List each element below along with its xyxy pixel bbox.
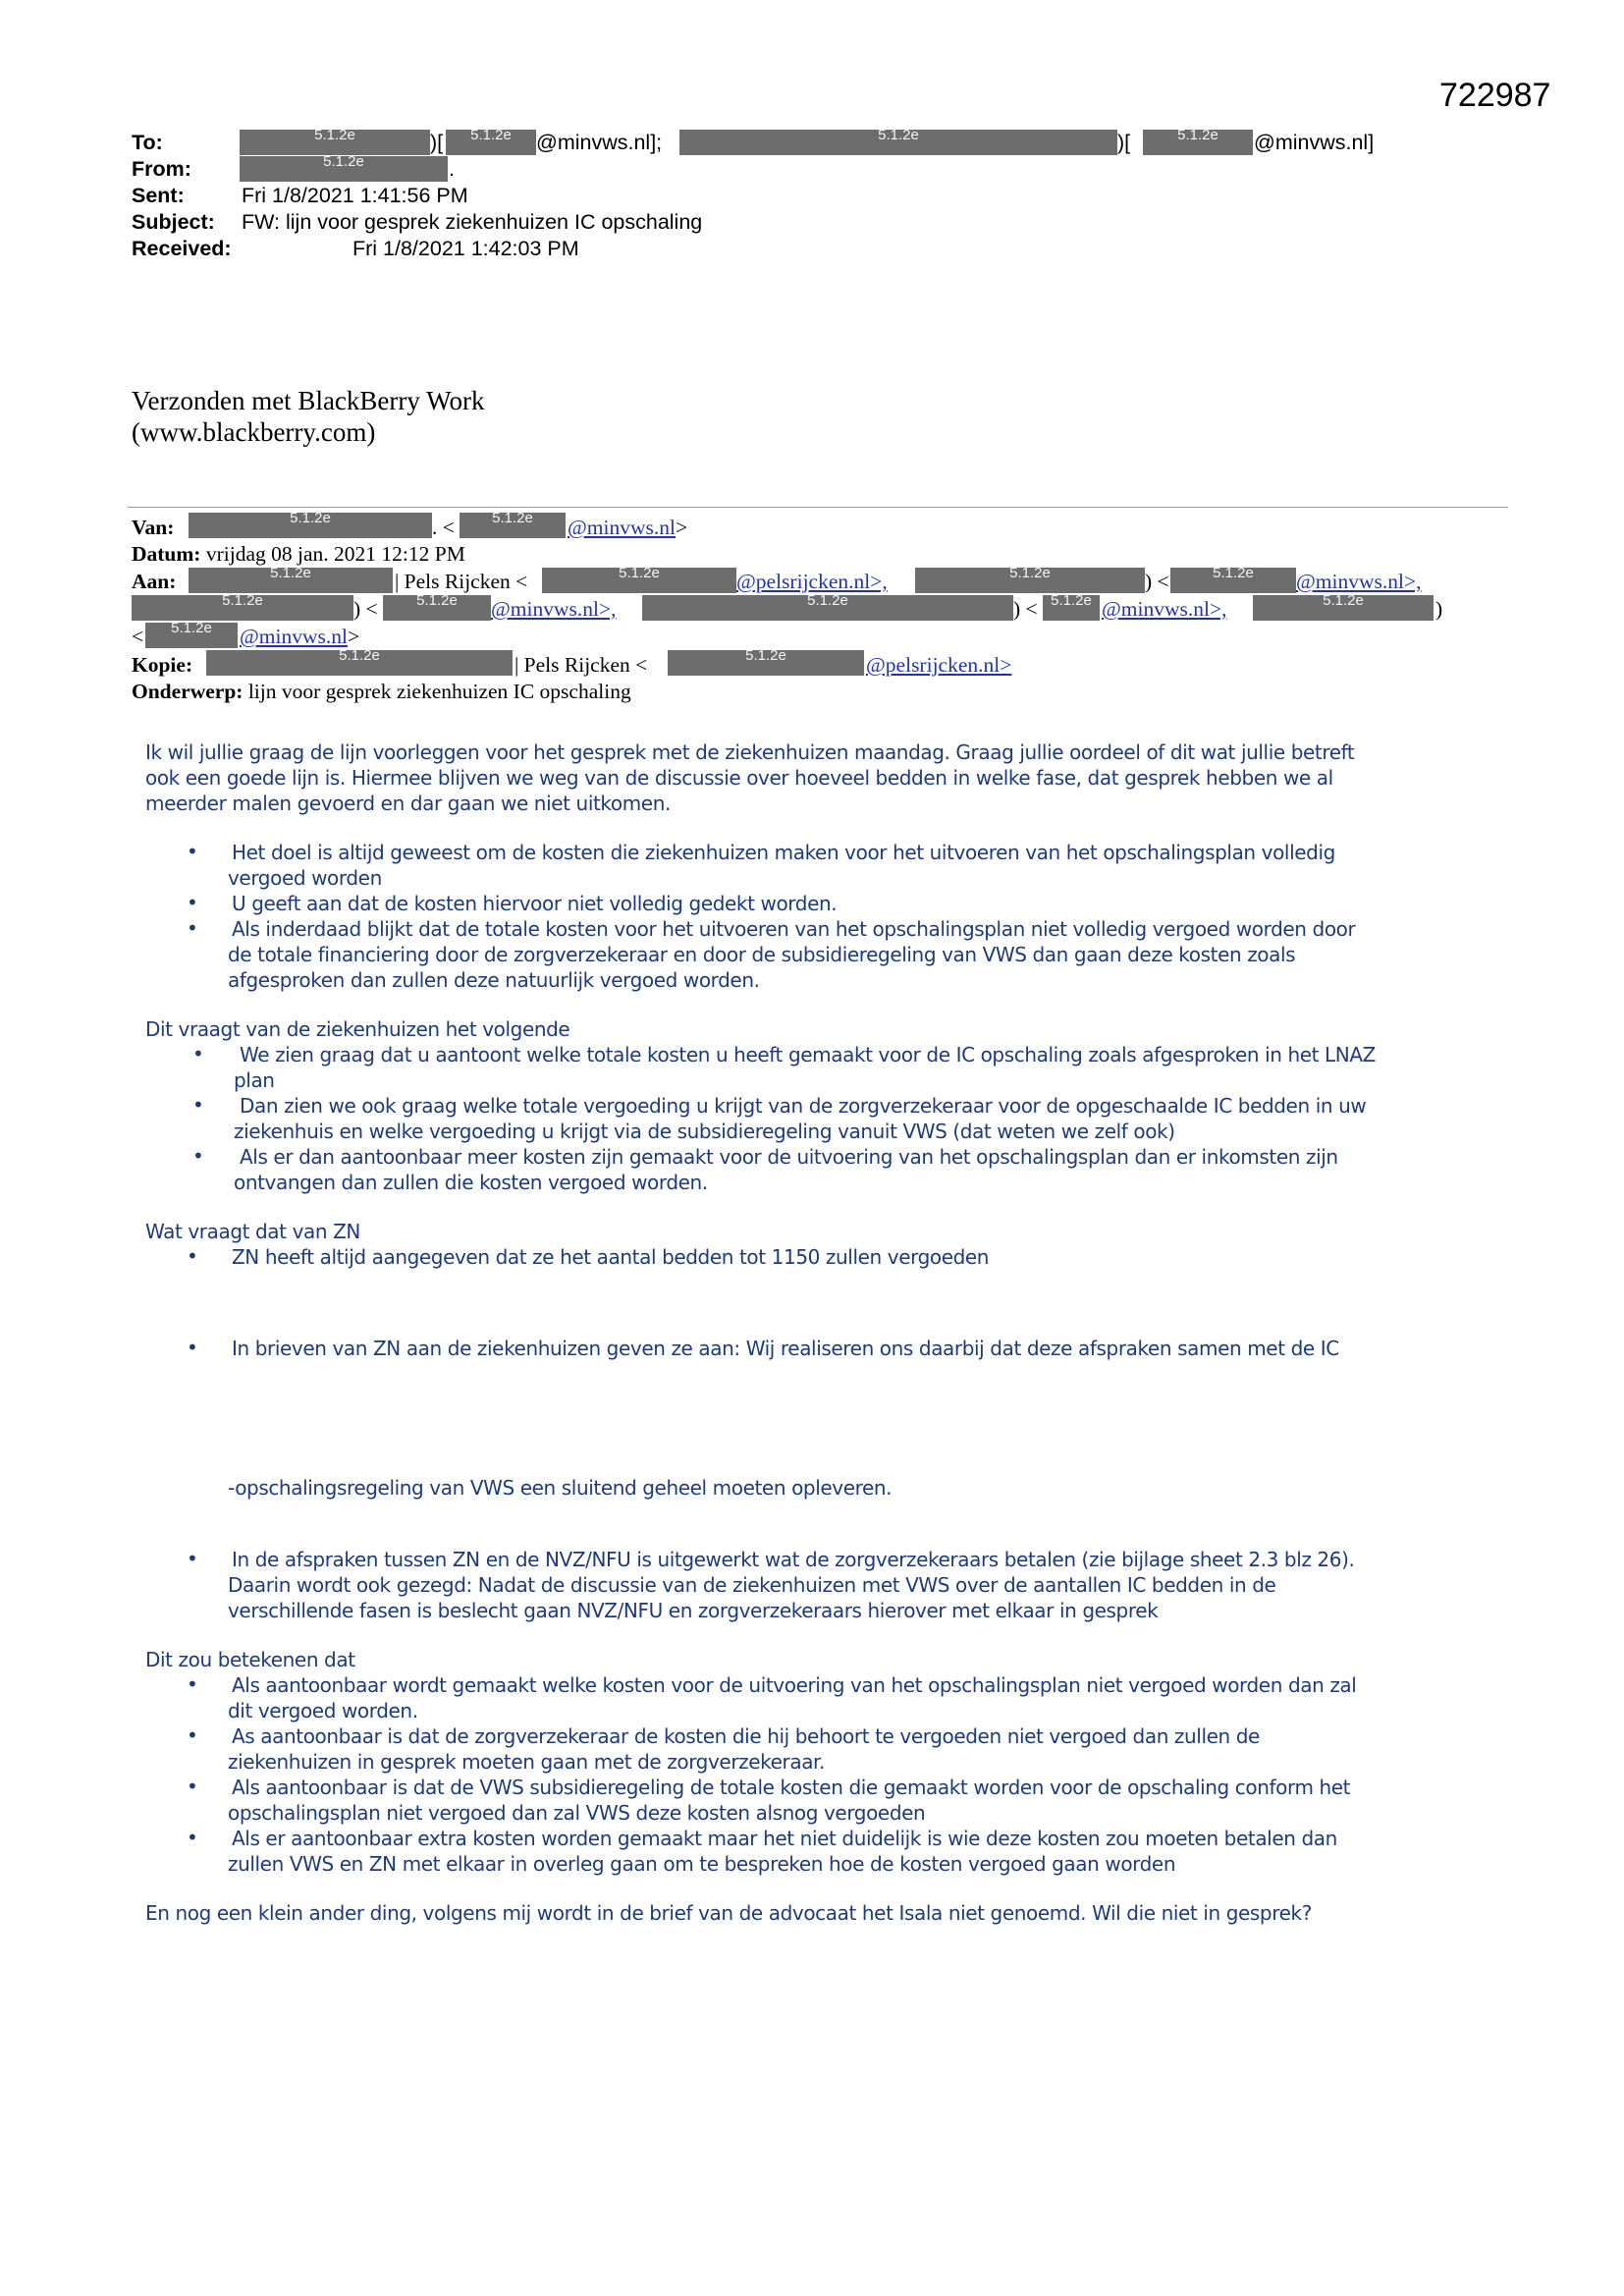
separator-line [128, 507, 1508, 508]
redaction-box: 5.1.2e [668, 650, 864, 676]
email-domain-link[interactable]: @pelsrijcken.nl> [866, 653, 1012, 677]
list-item: plan [234, 1068, 275, 1092]
bullet: • [187, 1775, 198, 1798]
intro-line: ook een goede lijn is. Hiermee blijven we weg van de discussie over hoeveel bedden in welke fase, dat gesprek hebben we al [145, 766, 1333, 790]
redaction-box: 5.1.2e [145, 623, 238, 648]
list-item: dit vergoed worden. [228, 1699, 418, 1722]
aan-label: Aan: [132, 570, 177, 593]
to-label: To: [132, 131, 163, 154]
redaction-box: 5.1.2e [679, 130, 1117, 155]
email-domain-link[interactable]: @minvws.nl [240, 625, 348, 648]
list-item: zullen VWS en ZN met elkaar in overleg gaan om te bespreken hoe de kosten vergoed gaan worden [228, 1852, 1176, 1876]
redaction-box: 5.1.2e [1143, 130, 1253, 155]
bullet: • [192, 1093, 204, 1117]
onderwerp-value: lijn voor gesprek ziekenhuizen IC opschaling [247, 680, 631, 703]
list-item: ZN heeft altijd aangegeven dat ze het aantal bedden tot 1150 zullen vergoeden [232, 1245, 990, 1269]
section-heading: Wat vraagt dat van ZN [145, 1220, 360, 1243]
list-item: Als er dan aantoonbaar meer kosten zijn gemaakt voor de uitvoering van het opschalingsplan dan er inkomsten zijn [240, 1145, 1338, 1169]
to-domain: @minvws.nl] [1254, 131, 1375, 154]
list-item: Als er aantoonbaar extra kosten worden gemaakt maar het niet duidelijk is wie deze kosten zou moeten betalen dan [232, 1827, 1337, 1850]
list-item: -opschalingsregeling van VWS een sluitend geheel moeten opleveren. [228, 1476, 893, 1500]
list-item: de totale financiering door de zorgverzekeraar en door de subsidieregeling van VWS dan gaan deze kosten zoals [228, 943, 1296, 966]
sent-value: Fri 1/8/2021 1:41:56 PM [242, 184, 468, 207]
list-item: Dan zien we ook graag welke totale vergoeding u krijgt van de zorgverzekeraar voor de opgeschaalde IC bedden in uw [240, 1094, 1367, 1118]
list-item: We zien graag dat u aantoont welke totale kosten u heeft gemaakt voor de IC opschaling zoals afgesproken in het LNAZ [240, 1043, 1376, 1066]
list-item: Als aantoonbaar is dat de VWS subsidieregeling de totale kosten die gemaakt worden voor de opschaling conform het [232, 1776, 1351, 1799]
bullet: • [187, 1826, 198, 1849]
received-value: Fri 1/8/2021 1:42:03 PM [352, 237, 579, 260]
redaction-box: 5.1.2e [1170, 568, 1296, 593]
list-item: afgesproken dan zullen deze natuurlijk vergoed worden. [228, 968, 760, 992]
list-item: ontvangen dan zullen die kosten vergoed worden. [234, 1171, 708, 1194]
bullet: • [187, 1244, 198, 1268]
bullet: • [187, 1336, 198, 1359]
list-item: vergoed worden [228, 866, 382, 890]
subject-label: Subject: [132, 210, 215, 234]
to-separator: )[ [430, 131, 444, 154]
list-item: As aantoonbaar is dat de zorgverzekeraar de kosten die hij behoort te vergoeden niet vergoed dan zullen de [232, 1724, 1260, 1748]
redaction-box: 5.1.2e [915, 568, 1145, 593]
document-id: 722987 [1439, 77, 1551, 114]
list-item: ziekenhuizen in gesprek moeten gaan met de zorgverzekeraar. [228, 1750, 825, 1774]
bullet: • [187, 891, 198, 914]
redaction-box: 5.1.2e [240, 156, 448, 182]
from-label: From: [132, 157, 191, 181]
list-item: opschalingsplan niet vergoed dan zal VWS deze kosten alsnog vergoeden [228, 1801, 926, 1825]
list-item: ziekenhuis en welke vergoeding u krijgt via de subsidieregeling vanuit VWS (dat weten we zelf ook) [234, 1120, 1175, 1143]
datum-value: vrijdag 08 jan. 2021 12:12 PM [205, 542, 465, 566]
bullet: • [192, 1144, 204, 1168]
redaction-box: 5.1.2e [460, 513, 566, 538]
bullet: • [187, 1723, 198, 1747]
blackberry-line1: Verzonden met BlackBerry Work [132, 386, 485, 415]
email-domain-link[interactable]: @minvws.nl>, [491, 597, 617, 621]
email-domain-link[interactable]: @minvws.nl>, [1102, 597, 1227, 621]
to-separator: )[ [1117, 131, 1131, 154]
redaction-box: 5.1.2e [446, 130, 536, 155]
pels-rijcken: | Pels Rijcken < [395, 570, 528, 593]
list-item: In brieven van ZN aan de ziekenhuizen geven ze aan: Wij realiseren ons daarbij dat deze afspraken samen met de IC [232, 1337, 1339, 1360]
list-item: Als inderdaad blijkt dat de totale kosten voor het uitvoeren van het opschalingsplan niet volledig vergoed worden door [232, 917, 1356, 941]
redaction-box: 5.1.2e [642, 595, 1013, 621]
from-period: . [449, 157, 455, 181]
bullet: • [187, 1672, 198, 1696]
list-item: Als aantoonbaar wordt gemaakt welke kosten voor de uitvoering van het opschalingsplan niet vergoed worden dan zal [232, 1673, 1357, 1697]
received-label: Received: [132, 237, 232, 260]
section-heading: Dit zou betekenen dat [145, 1648, 355, 1671]
redaction-box: 5.1.2e [189, 568, 393, 593]
datum-label: Datum: [132, 542, 201, 566]
email-domain-link[interactable]: @minvws.nl [568, 516, 676, 539]
bullet: • [187, 840, 198, 863]
sent-label: Sent: [132, 184, 185, 207]
pels-rijcken: | Pels Rijcken < [514, 653, 648, 677]
to-domain: @minvws.nl]; [536, 131, 663, 154]
redaction-box: 5.1.2e [132, 595, 353, 621]
section-heading: Dit vraagt van de ziekenhuizen het volgende [145, 1017, 570, 1041]
closing-line: En nog een klein ander ding, volgens mij wordt in de brief van de advocaat het Isala niet genoemd. Wil die niet in gesprek? [145, 1901, 1312, 1925]
email-domain-link[interactable]: @pelsrijcken.nl>, [736, 570, 888, 593]
list-item: verschillende fasen is beslecht gaan NVZ/NFU en zorgverzekeraars hierover met elkaar in gesprek [228, 1599, 1159, 1622]
redaction-box: 5.1.2e [206, 650, 513, 676]
bullet: • [192, 1042, 204, 1066]
intro-line: meerder malen gevoerd en dar gaan we niet uitkomen. [145, 792, 671, 815]
angle-open: ) < [1013, 597, 1038, 621]
bullet: • [187, 1547, 198, 1570]
redaction-box: 5.1.2e [1043, 595, 1100, 621]
onderwerp-label: Onderwerp: [132, 680, 244, 703]
redaction-box: 5.1.2e [1253, 595, 1434, 621]
van-label: Van: [132, 516, 175, 539]
angle-open: ) < [1145, 570, 1169, 593]
email-domain-link[interactable]: @minvws.nl>, [1296, 570, 1422, 593]
list-item: Het doel is altijd geweest om de kosten die ziekenhuizen maken voor het uitvoeren van het opschalingsplan volledig [232, 841, 1335, 864]
intro-line: Ik wil jullie graag de lijn voorleggen voor het gesprek met de ziekenhuizen maandag. Graag jullie oordeel of dit wat jullie betreft [145, 740, 1355, 764]
angle-open: < [132, 625, 144, 648]
paren-close: ) [1435, 597, 1443, 621]
redaction-box: 5.1.2e [189, 513, 432, 538]
list-item: U geeft aan dat de kosten hiervoor niet volledig gedekt worden. [232, 892, 838, 915]
angle-open: . < [432, 516, 455, 539]
redaction-box: 5.1.2e [542, 568, 736, 593]
angle-open: ) < [353, 597, 378, 621]
blackberry-line2: (www.blackberry.com) [132, 417, 376, 447]
bullet: • [187, 916, 198, 940]
list-item: Daarin wordt ook gezegd: Nadat de discussie van de ziekenhuizen met VWS over de aantallen IC bedden in de [228, 1573, 1276, 1597]
subject-value: FW: lijn voor gesprek ziekenhuizen IC opschaling [242, 210, 703, 234]
list-item: In de afspraken tussen ZN en de NVZ/NFU is uitgewerkt wat de zorgverzekeraars betalen (zie bijlage sheet 2.3 blz 26). [232, 1548, 1355, 1571]
redaction-box: 5.1.2e [240, 130, 430, 155]
kopie-label: Kopie: [132, 653, 193, 677]
redaction-box: 5.1.2e [383, 595, 491, 621]
